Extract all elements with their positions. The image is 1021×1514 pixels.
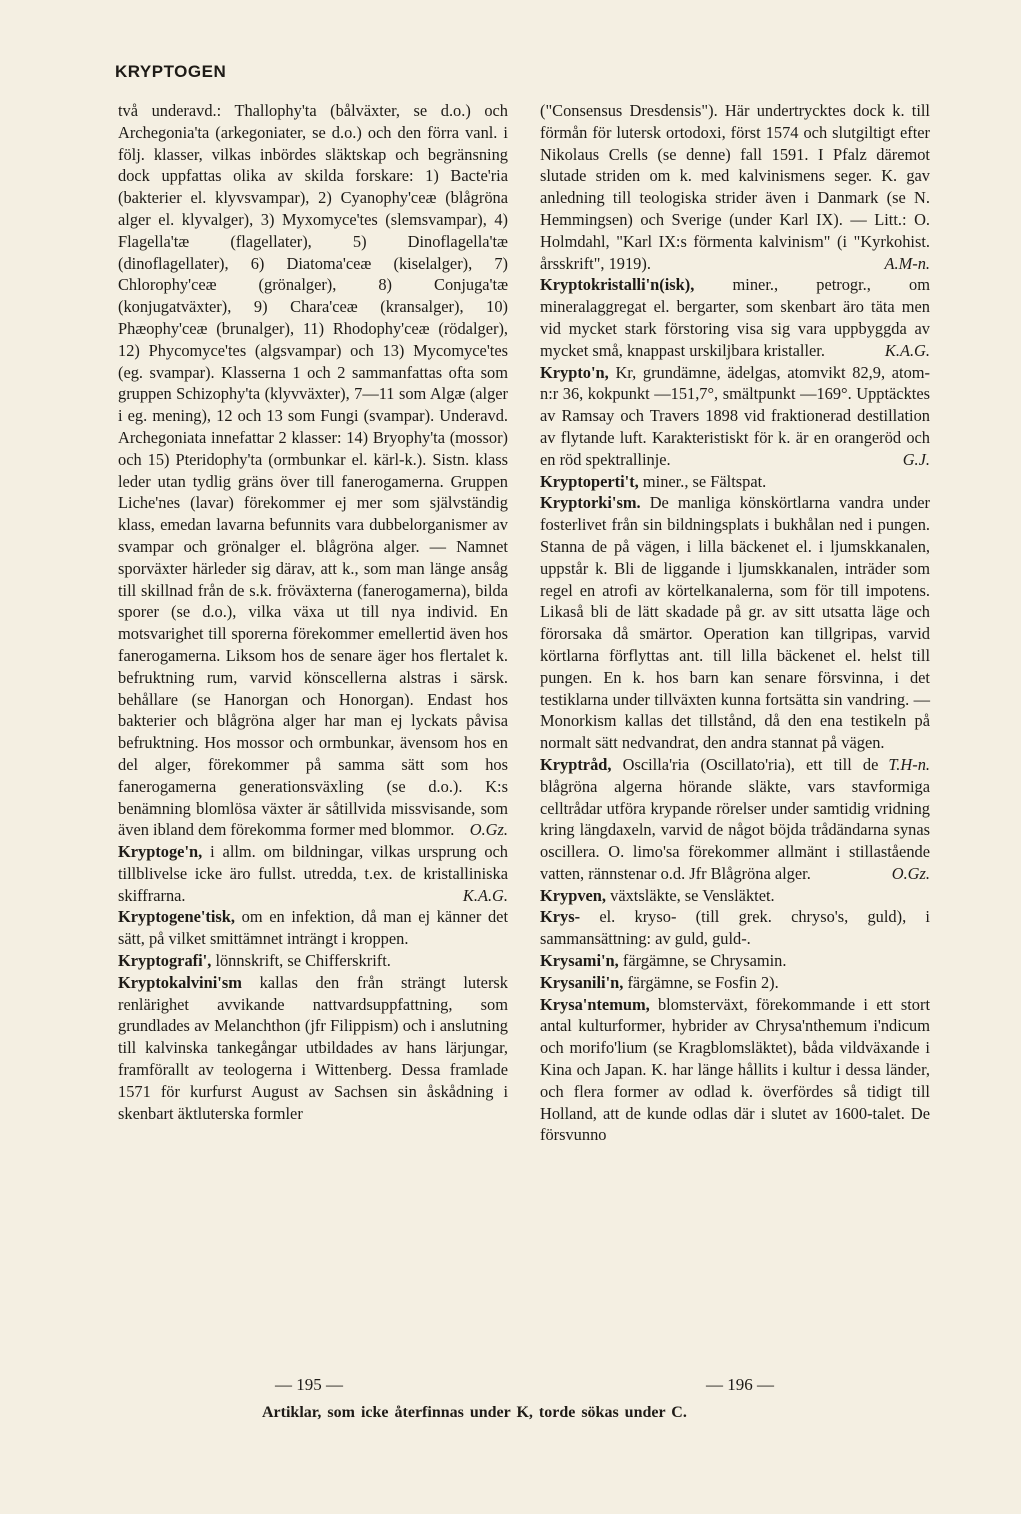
entry-body: el. kryso- (till grek. chryso's, guld), i sammansättning: av guld, guld-. [540,907,930,949]
entry-signature: T.H-n. [888,754,930,774]
entry-headword: Krysami'n, [540,951,619,971]
entry-headword: Kryptoperti't, [540,471,639,491]
left-column [118,100,508,1124]
entry-body: kallas den från strängt lutersk renlärighet avvikande nattvardsuppfattning, som grundlades av Melanchthon (jfr Filippism) och i anslutning till kalvinska tankegångar utbildades av hans lärjungar, framförallt av teologerna i Wittenberg. Dessa framlade 1571 för kurfurst August av Sachsen sin åskådning i skenbart äktluterska formler [118,972,508,1123]
page-number-right: — 196 — [706,1375,774,1394]
entry-headword: Krypto'n, [540,362,609,382]
entry [118,100,508,841]
entry [118,841,508,906]
entry-headword: Kryptoge'n, [118,842,203,862]
entry-body: färgämne, se Fosfin 2). [627,972,779,992]
entry-body: miner., petrogr., om mineralaggregat el. bergarter, som skenbart äro täta men vid mycket stark förstoring visa sig vara uppbyggda av mycket små, knappast urskiljbara kristaller. [540,275,930,360]
entry-body: färgämne, se Chrysamin. [622,951,787,971]
entry [118,906,508,950]
entry-headword: Kryptografi', [118,951,212,971]
entry [118,972,508,1125]
entry-body: Kr, grundämne, ädelgas, atomvikt 82,9, atom-n:r 36, kokpunkt —151,7°, smältpunkt —169°. Upptäcktes av Ramsay och Travers 1898 vid fraktionerad destillation av flytande luft. Karakteristiskt för k. är en orangeröd och en röd spektrallinje. [540,362,930,469]
entry [540,471,930,493]
entry-signature: G.J. [902,449,930,469]
running-head: KRYPTOGEN [115,62,227,81]
entry [540,950,930,972]
entry-signature: K.A.G. [462,885,508,905]
entry-body: två underavd.: Thallophy'ta (bålväxter, se d.o.) och Archegonia'ta (arkegoniater, se d.o.) och den förra vanl. i följ. klasser, vilkas inbördes släktskap och begränsning dock uppfattas olika av skilda forskare: 1) Bacte'ria (bakterier el. klyvsvampar), 2) Cyanophy'ceæ (blågröna alger el. klyvalger), 3) Myxomyce'tes (slemsvampar), 4) Flagella'tæ (flagellater), 5) Dinoflagella'tæ (dinoflagellater), 6) Diatoma'ceæ (kiselalger), 7) Chlorophy'ceæ (grönalger), 8) Conjuga'tæ (konjugatväxter), 9) Chara'ceæ (kransalger), 10) Phæophy'ceæ (brunalger), 11) Rhodophy'ceæ (rödalger), 12) Phycomyce'tes (algsvampar) och 13) Mycomyce'tes (eg. svampar). Klasserna 1 och 2 sammanfattas ofta som gruppen Schizophy'ta (klyvväxter), 7—11 som Algæ (alger i eg. mening), 12 och 13 som Fungi (svampar). Underavd. Archegoniata innefattar 2 klasser: 14) Bryophy'ta (mossor) och 15) Pteridophy'ta (ormbunkar el. kärl-k.). Sistn. klass leder utan tydlig gräns över till fanerogamerna. Gruppen Liche'nes (lavar) förekommer ej mer som självständig klass, emedan lavarna befunnits vara dubbelorganismer av svampar och grönalger el. blågröna alger. — Namnet sporväxter härleder sig därav, att k., som man länge ansåg till skillnad från de s.k. fröväxterna (fanerogamerna), bilda sporer (se d.o.), vilka växa ut till nya individ. En motsvarighet till sporerna förekommer emellertid även hos fanerogamerna. Liksom hos de senare äger hos flertalet k. befruktning rum, varvid könscellerna alstras i särsk. behållare (se Hanorgan och Honorgan). Endast hos bakterier och blågröna alger har man ej lyckats påvisa befruktning. Hos mossor och ormbunkar, ävensom hos en del alger, förekommer på samma sätt som hos fanerogamerna generationsväxling (se d.o.). K:s benämning blomlösa växter är såtillvida missvisande, som även ibland dem förekomma former med blommor. [118,101,508,840]
entry [540,754,930,885]
right-column [540,100,930,1146]
entry-body: lönnskrift, se Chifferskrift. [215,951,391,971]
entry-headword: Krypven, [540,885,607,905]
entry [540,885,930,907]
entry [118,950,508,972]
entry-headword: Krys- [540,907,581,927]
entry [540,100,930,274]
entry [540,994,930,1147]
entry [540,972,930,994]
entry-signature: O.Gz. [891,863,930,883]
entry-body: miner., se Fältspat. [642,471,767,491]
entry-body: De manliga könskörtlarna vandra under fosterlivet från sin bildningsplats i bukhålan ned i pungen. Stanna de på vägen, i lilla bäckenet el. i ljumskkanalen, uppstår k. Bli de liggande i ljumskkanalen, inträder som regel en atrofi av körtelkanalerna, som för till impotens. Likaså bli de lätt skadade på gr. av sitt utsatta läge och förorsaka då smärtor. Operation kan tillgripas, varvid körtlarna förflyttas ant. till lilla bäckenet el. helst till pungen. En k. hos barn kan senare försvinna, i det testiklarna under tillväxten kunna fortsätta sin vandring. — Monorkism kallas det tillstånd, då den ena testikeln på normalt sätt nedvandrat, den andra stannat på vägen. [540,493,930,753]
entry-headword: Kryptogene'tisk, [118,907,236,927]
entry [540,362,930,471]
entry-headword: Krysanili'n, [540,972,624,992]
entry-body: i allm. om bildningar, vilkas ursprung och tillblivelse icke äro fullst. utredda, t.ex. de kristalliniska skiffrarna. [118,842,508,905]
entry [540,906,930,950]
entry-body: om en infektion, då man ej känner det sätt, på vilket smittämnet inträngt i kroppen. [118,907,508,949]
entry-body: Oscilla'ria (Oscillato'ria), ett till de blågröna algerna hörande släkte, vars stavformiga celltrådar utföra krypande rörelser under samtidig vridning kring längdaxeln, varvid de något böjda trådändarna synas oscillera. O. limo'sa förekommer allmänt i stillastående vatten, rännstenar o.d. Jfr Blågröna alger. [540,754,930,883]
entry-signature: K.A.G. [884,340,930,360]
entry-headword: Kryptorki'sm. [540,493,641,513]
entry-signature: O.Gz. [469,820,508,840]
entry [540,274,930,361]
entry-signature: A.M-n. [884,253,930,273]
entry-headword: Krysa'ntemum, [540,994,650,1014]
footer-note: Artiklar, som icke återfinnas under K, torde sökas under C. [262,1404,687,1421]
page-number-left: — 195 — [275,1375,343,1394]
entry-headword: Kryptokalvini'sm [118,972,242,992]
entry-body: växtsläkte, se Vensläktet. [610,885,775,905]
entry-body: ("Consensus Dresdensis"). Här undertrycktes dock k. till förmån för lutersk ortodoxi, först 1574 och slutgiltigt efter Nikolaus Crells (se denne) fall 1591. I Pfalz däremot slutade striden om k. med kalvinismens seger. K. gav anledning till teologiska strider även i Danmark (se N. Hemmingsen) och Sverige (under Karl IX). — Litt.: O. Holmdahl, "Karl IX:s förmenta kalvinism" (i "Kyrkohist. årsskrift", 1919). [540,101,930,273]
entry-body: blomsterväxt, förekommande i ett stort antal kulturformer, hybrider av Chrysa'nthemum i'ndicum och morifo'lium (se Kragblomsläktet), båda vildväxande i Kina och Japan. K. har länge hållits i kultur i dessa länder, och flera former av odlad k. överfördes så tidigt till Holland, att de kunde odlas där i slutet av 1600-talet. De försvunno [540,994,930,1145]
entry-headword: Kryptråd, [540,754,612,774]
entry-headword: Kryptokristalli'n(isk), [540,275,695,295]
